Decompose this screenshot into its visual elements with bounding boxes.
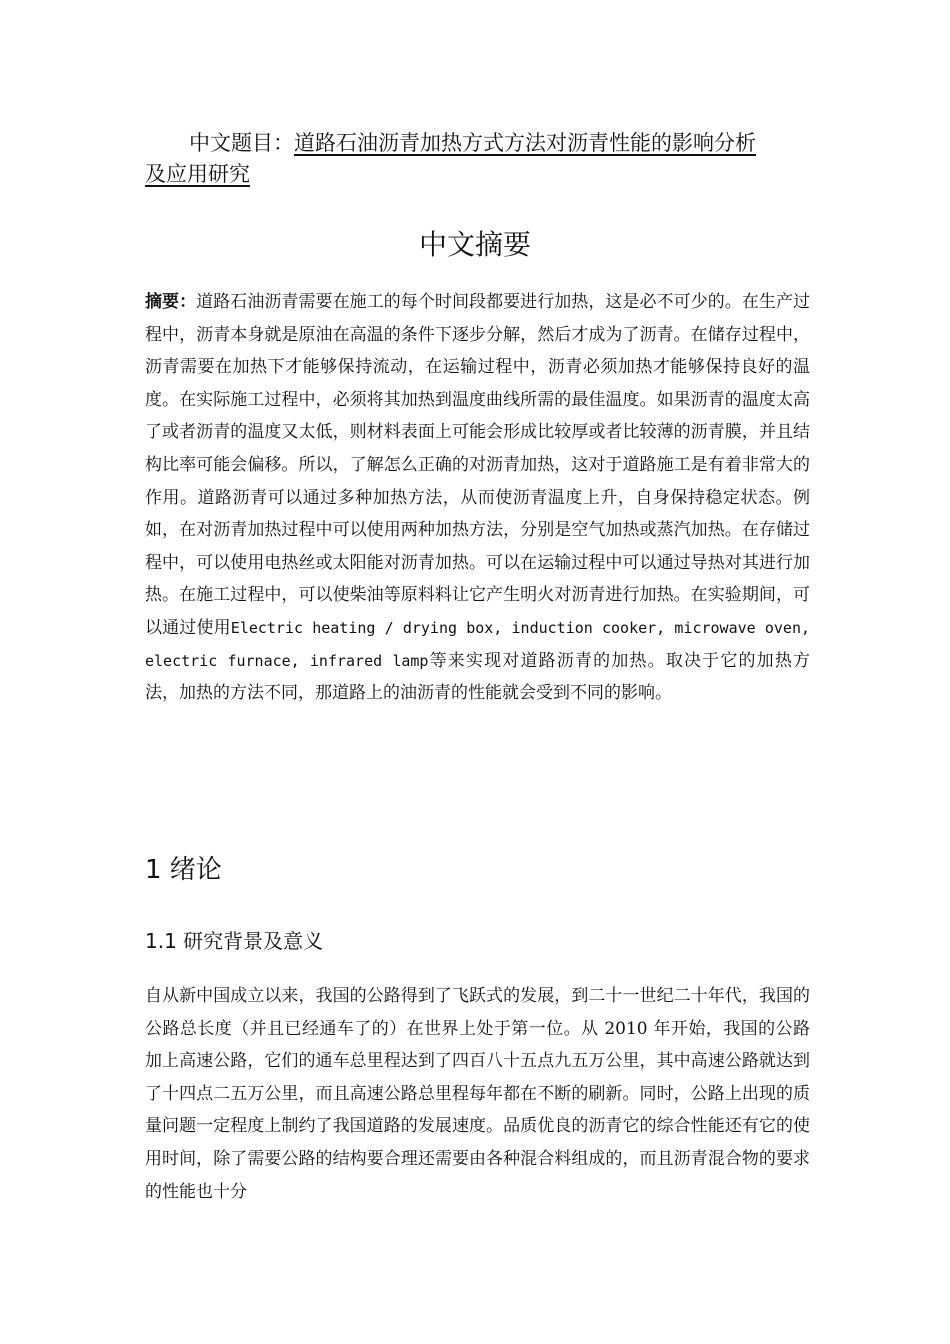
section-1-1-paragraph: 自从新中国成立以来，我国的公路得到了飞跃式的发展，到二十一世纪二十年代，我国的公路总长度（并且已经通车了的）在世界上处于第一位。从 2010 年开始，我国的公路加上高速公路，它们的通车总里程达到了四百八十五点九五万公里，其中高速公路就达到了十四点二五万公里，而且高速公路总里程每年都在不断的刷新。同时，公路上出现的质量问题一定程度上制约了我国道路的发展速度。品质优良的沥青它的综合性能还有它的使用时间，除了需要公路的结构要合理还需要由各种混合料组成的，而且沥青混合物的要求的性能也十分 [145,986,810,1202]
title-prefix: 中文题目： [189,131,294,155]
abstract-heading: 中文摘要 [418,228,531,261]
abstract-label: 摘要： [145,292,197,312]
abstract-paragraph [145,286,810,710]
section-1-1-heading: 1.1 研究背景及意义 [145,929,324,953]
abstract-text-part-1: 道路石油沥青需要在施工的每个时间段都要进行加热，这是必不可少的。在生产过程中，沥青本身就是原油在高温的条件下逐步分解，然后才成为了沥青。在储存过程中，沥青需要在加热下才能够保持流动，在运输过程中，沥青必须加热才能够保持良好的温度。在实际施工过程中，必须将其加热到温度曲线所需的最佳温度。如果沥青的温度太高了或者沥青的温度又太低，则材料表面上可能会形成比较厚或者比较薄的沥青膜，并且结构比率可能会偏移。所以，了解怎么正确的对沥青加热，这对于道路施工是有着非常大的作用。道路沥青可以通过多种加热方法，从而使沥青温度上升，自身保持稳定状态。例如，在对沥青加热过程中可以使用两种加热方法，分别是空气加热或蒸汽加热。在存储过程中，可以使用电热丝或太阳能对沥青加热。可以在运输过程中可以通过导热对其进行加热。在施工过程中，可以使柴油等原料料让它产生明火对沥青进行加热。在实验期间，可以通过使用 [145,292,811,638]
chinese-title-line-2 [145,158,810,190]
section-1-heading: 1 绪论 [145,855,222,885]
abstract-text-part-2: 等来实现对道路沥青的加热。取决于它的加热方法，加热的方法不同，那道路上的油沥青的性能就会受到不同的影响。 [145,650,810,704]
title-text-line-2: 及应用研究 [145,162,250,186]
title-text-line-1: 道路石油沥青加热方式方法对沥青性能的影响分析 [294,131,756,155]
chinese-title-line-1 [145,127,810,159]
abstract-equipment-list: Electric heating / drying box, induction cooker, microwave oven, electric furnace, infrared lamp [145,618,810,670]
